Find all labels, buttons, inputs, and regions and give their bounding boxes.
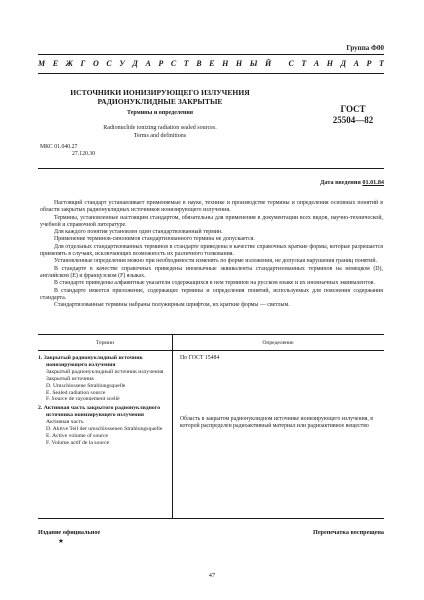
table-row (38, 405, 166, 446)
page-number: 47 (208, 572, 216, 579)
title-line-1: ИСТОЧНИКИ ИОНИЗИРУЮЩЕГО ИЗЛУЧЕНИЯ (70, 88, 250, 97)
group-label: Группа Ф00 (346, 44, 384, 52)
gost-label: ГОСТ (340, 104, 366, 114)
standard-kind-letter: Р (366, 59, 372, 68)
term-1-english: E. Sealed radiation source (46, 389, 106, 396)
standard-kind-letter: Н (235, 59, 243, 68)
standard-kind-letter: С (170, 59, 177, 68)
document-title (38, 88, 282, 106)
term-1: 1. Закрытый радионуклидный источник ионизирующего излучения (38, 355, 143, 368)
term-2-german: D. Aktive Teil der umschlossenen Strahlungsquelle (46, 426, 163, 433)
standard-kind-letter: Т (183, 59, 189, 68)
paragraph-6: Установленные определения можно при необходимости изменять по форме изложения, не допуская нарушения границ понятий. (54, 258, 377, 265)
paragraph-8: В стандарте приведены алфавитные указатели содержащихся в нем терминов на русском языке и их иноязычных эквивалентов. (54, 280, 375, 287)
definition-2: Область в закрытом радионуклидном источнике ионизирующего излучения, в которой распределен радиоактивный материал или радиоактивное вещество (180, 416, 374, 429)
term-1-french: F. Source de rayonnement scellé (46, 396, 120, 403)
term-2: 2. Активная часть закрытого радионуклидного источника ионизирующего излучения (38, 405, 161, 419)
table-header-rule (38, 350, 384, 351)
body-text (40, 200, 383, 309)
mks-codes (40, 144, 95, 159)
standard-kind-letter: Н (326, 59, 333, 68)
table-term-column (38, 355, 166, 449)
star-icon: ★ (58, 538, 64, 545)
standard-kind-letter: Д (132, 59, 138, 68)
term-2-french: F. Volume actif de la source (46, 439, 110, 446)
standard-kind-letter: Р (158, 59, 164, 68)
term-1-synonym: Закрытый радионуклидный источник излучения (46, 368, 164, 375)
standard-kind-letter: О (92, 59, 99, 68)
table-column-divider (172, 334, 173, 518)
paragraph-7: В стандарте в качестве справочных приведены иноязычные эквиваленты стандартизованных терминов на немецком (D), английском (E) и французском (F) языках. (40, 265, 383, 279)
standard-kind-letter: Т (301, 59, 307, 68)
english-title-line-2: Terms and definitions (133, 133, 187, 139)
mks-code-2: 27.120.30 (72, 151, 96, 158)
standard-kind-letter: Ы (249, 59, 258, 68)
english-title-line-1: Radionuclide ionizing radiation sealed sources. (103, 125, 217, 131)
table-row (38, 355, 166, 403)
standard-kind-letter: Г (80, 59, 86, 68)
standard-kind-letter: Т (379, 59, 384, 68)
table-top-rule (38, 334, 384, 335)
term-2-synonym: Активная часть (46, 419, 84, 426)
reprint-prohibited-label: Перепечатка воспрещена (313, 529, 384, 536)
top-rule (38, 54, 384, 55)
standard-kind-letter: Н (222, 59, 229, 68)
standard-kind-letter: А (145, 59, 151, 68)
standard-kind-letter: Е (52, 59, 59, 68)
intro-date-value: 01.01.84 (362, 179, 384, 186)
paragraph-5: Для отдельных стандартизованных терминов в стандарте приведены в качестве справочных краткие формы, которые разрешается применять в случаях, исключающих возможность их различного толкования. (40, 243, 383, 258)
mks-label: МКС 01.040.27 (40, 144, 78, 150)
standard-kind-letter: С (288, 59, 294, 68)
standard-kind-letter: Д (340, 59, 347, 68)
term-1-synonym: Закрытый источник (46, 375, 94, 382)
paragraph-4: Применение терминов-синонимов стандартизованного термина не допускается. (54, 236, 255, 243)
standard-kind-letter: У (119, 59, 125, 68)
introduction-date (320, 179, 384, 186)
paragraph-3: Для каждого понятия установлен один стандартизованный термин. (54, 229, 223, 236)
standard-kind-letter: Ж (65, 59, 73, 68)
standard-kind-letter: А (313, 59, 320, 68)
table-header-definition: Определение (262, 340, 294, 346)
gost-designation (322, 104, 384, 126)
standard-kind-band (38, 59, 384, 68)
table-bottom-rule (38, 518, 384, 519)
standard-kind-letter: М (38, 59, 46, 68)
definition-1: По ГОСТ 15484 (180, 355, 220, 361)
standard-kind-letter: А (353, 59, 359, 68)
band-rule (38, 73, 384, 74)
standard-kind-letter: В (196, 59, 202, 68)
official-edition-label: Издание официальное (38, 529, 101, 536)
document-subtitle: Термины и определения (126, 110, 194, 116)
paragraph-2: Термины, установленные настоящим стандартом, обязательны для применения в документации всех видов, научно-технической, учебной и справочной литературе. (40, 214, 383, 228)
standard-kind-letter: С (106, 59, 112, 68)
header-divider (38, 168, 384, 169)
standard-kind-letter: Й (265, 59, 272, 68)
term-1-german: D. Umschlossene Strahlungsquelle (46, 382, 126, 389)
paragraph-1: Настоящий стандарт устанавливает применяемые в науке, технике и производстве термины и определения основных понятий в области закрытых радионуклидных источников ионизирующего излучения. (40, 200, 383, 214)
term-2-english: E. Active volume of source (46, 432, 109, 439)
english-title (38, 124, 282, 140)
gost-number: 25504—82 (332, 115, 374, 125)
paragraph-9: В стандарте имеется приложение, содержащее термины и определения понятий, используемых для пояснения содержания стандарта. (40, 287, 383, 301)
standard-kind-letter (279, 59, 281, 68)
table-header-term: Термин (96, 340, 114, 346)
intro-date-label: Дата введения (320, 179, 361, 186)
title-line-2: РАДИОНУКЛИДНЫЕ ЗАКРЫТЫЕ (97, 97, 223, 106)
paragraph-10: Стандартизованные термины набраны полужирным шрифтом, их краткие формы — светлым. (54, 302, 290, 309)
standard-kind-letter: Е (209, 59, 215, 68)
